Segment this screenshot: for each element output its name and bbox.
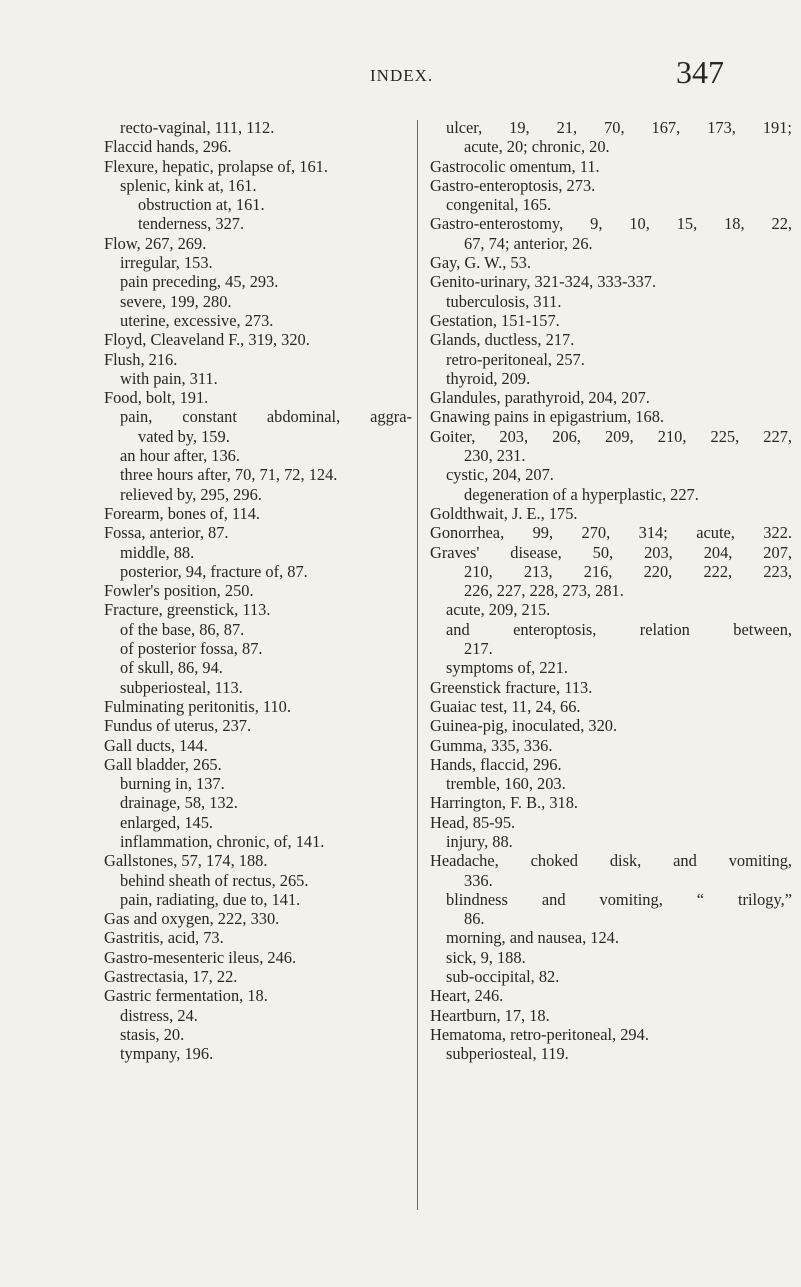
index-entry: Gastrectasia, 17, 22.: [104, 967, 238, 987]
index-entry: tuberculosis, 311.: [446, 291, 562, 311]
index-entry: 226, 227, 228, 273, 281.: [464, 581, 624, 601]
index-entry: cystic, 204, 207.: [446, 465, 554, 485]
index-entry: 86.: [464, 909, 485, 929]
index-entry: an hour after, 136.: [120, 446, 240, 466]
index-entry: Gumma, 335, 336.: [430, 735, 553, 755]
index-entry: Glands, ductless, 217.: [430, 330, 575, 350]
index-entry: pain preceding, 45, 293.: [120, 272, 279, 292]
index-entry: stasis, 20.: [120, 1024, 185, 1044]
index-entry: severe, 199, 280.: [120, 291, 232, 311]
index-entry: Goiter, 203, 206, 209, 210, 225, 227,: [430, 426, 792, 446]
index-column-left: [104, 118, 412, 1064]
index-entry: Fracture, greenstick, 113.: [104, 600, 271, 620]
index-entry: Fundus of uterus, 237.: [104, 716, 252, 736]
index-entry: Gonorrhea, 99, 270, 314; acute, 322.: [430, 523, 792, 543]
index-entry: Gnawing pains in epigastrium, 168.: [430, 407, 664, 427]
index-entry: sick, 9, 188.: [446, 947, 526, 967]
index-entry: behind sheath of rectus, 265.: [120, 870, 309, 890]
index-entry: Gastro-enterostomy, 9, 10, 15, 18, 22,: [430, 214, 792, 234]
index-entry: 210, 213, 216, 220, 222, 223,: [464, 561, 792, 581]
index-entry: Head, 85-95.: [430, 812, 516, 832]
index-entry: Gastro-mesenteric ileus, 246.: [104, 947, 297, 967]
index-entry: Food, bolt, 191.: [104, 388, 209, 408]
index-entry: Gastrocolic omentum, 11.: [430, 156, 600, 176]
index-entry: retro-peritoneal, 257.: [446, 349, 585, 369]
index-entry: Floyd, Cleaveland F., 319, 320.: [104, 330, 310, 350]
index-entry: Flaccid hands, 296.: [104, 137, 232, 157]
index-entry: Greenstick fracture, 113.: [430, 677, 593, 697]
index-entry: morning, and nausea, 124.: [446, 928, 619, 948]
index-entry: Fossa, anterior, 87.: [104, 523, 229, 543]
index-entry: vated by, 159.: [138, 426, 230, 446]
index-entry: recto-vaginal, 111, 112.: [120, 118, 275, 137]
index-entry: Hematoma, retro-peritoneal, 294.: [430, 1024, 649, 1044]
index-entry: subperiosteal, 113.: [120, 677, 243, 697]
index-entry: Goldthwait, J. E., 175.: [430, 503, 578, 523]
index-entry: congenital, 165.: [446, 195, 552, 215]
index-entry: splenic, kink at, 161.: [120, 175, 257, 195]
index-entry: Guaiac test, 11, 24, 66.: [430, 696, 581, 716]
index-entry: Gastric fermentation, 18.: [104, 986, 268, 1006]
index-entry: drainage, 58, 132.: [120, 793, 238, 813]
index-entry: Gas and oxygen, 222, 330.: [104, 909, 280, 929]
index-entry: posterior, 94, fracture of, 87.: [120, 561, 308, 581]
index-entry: Heartburn, 17, 18.: [430, 1005, 550, 1025]
index-entry: with pain, 311.: [120, 368, 218, 388]
index-entry: tympany, 196.: [120, 1044, 214, 1064]
index-entry: injury, 88.: [446, 831, 513, 851]
index-entry: Flexure, hepatic, prolapse of, 161.: [104, 156, 328, 176]
index-entry: pain, constant abdominal, aggra-: [120, 407, 412, 427]
index-entry: irregular, 153.: [120, 253, 213, 273]
index-entry: uterine, excessive, 273.: [120, 310, 274, 330]
index-entry: burning in, 137.: [120, 774, 225, 794]
index-entry: Genito-urinary, 321-324, 333-337.: [430, 272, 657, 292]
column-divider: [417, 120, 418, 1210]
index-entry: obstruction at, 161.: [138, 195, 265, 215]
index-entry: Harrington, F. B., 318.: [430, 793, 579, 813]
index-entry: enlarged, 145.: [120, 812, 214, 832]
index-entry: tremble, 160, 203.: [446, 774, 566, 794]
index-entry: Flow, 267, 269.: [104, 233, 207, 253]
index-entry: pain, radiating, due to, 141.: [120, 889, 301, 909]
index-entry: sub-occipital, 82.: [446, 967, 560, 987]
page-header: [0, 54, 801, 100]
index-entry: and enteroptosis, relation between,: [446, 619, 792, 639]
index-entry: Gastro-enteroptosis, 273.: [430, 175, 596, 195]
index-entry: of skull, 86, 94.: [120, 658, 223, 678]
index-entry: Fowler's position, 250.: [104, 581, 254, 601]
index-entry: Heart, 246.: [430, 986, 504, 1006]
index-entry: three hours after, 70, 71, 72, 124.: [120, 465, 338, 485]
index-entry: Glandules, parathyroid, 204, 207.: [430, 388, 650, 408]
index-entry: acute, 20; chronic, 20.: [464, 137, 610, 157]
index-entry: Fulminating peritonitis, 110.: [104, 696, 291, 716]
index-entry: Gall ducts, 144.: [104, 735, 208, 755]
index-entry: relieved by, 295, 296.: [120, 484, 262, 504]
index-entry: Gay, G. W., 53.: [430, 253, 531, 273]
index-entry: Gallstones, 57, 174, 188.: [104, 851, 268, 871]
index-entry: of the base, 86, 87.: [120, 619, 245, 639]
index-entry: symptoms of, 221.: [446, 658, 569, 678]
running-head: INDEX.: [370, 66, 434, 85]
index-entry: Gestation, 151-157.: [430, 310, 560, 330]
index-entry: of posterior fossa, 87.: [120, 639, 263, 659]
index-entry: 336.: [464, 870, 493, 890]
index-entry: 67, 74; anterior, 26.: [464, 233, 593, 253]
index-entry: Graves' disease, 50, 203, 204, 207,: [430, 542, 792, 562]
index-entry: Hands, flaccid, 296.: [430, 754, 562, 774]
index-entry: Forearm, bones of, 114.: [104, 503, 260, 523]
index-column-right: [430, 118, 792, 1064]
index-entry: Gastritis, acid, 73.: [104, 928, 224, 948]
index-entry: distress, 24.: [120, 1005, 198, 1025]
index-entry: inflammation, chronic, of, 141.: [120, 831, 325, 851]
index-entry: ulcer, 19, 21, 70, 167, 173, 191;: [446, 118, 792, 137]
index-entry: Flush, 216.: [104, 349, 178, 369]
index-entry: acute, 209, 215.: [446, 600, 551, 620]
index-entry: Gall bladder, 265.: [104, 754, 222, 774]
index-entry: middle, 88.: [120, 542, 195, 562]
index-entry: Headache, choked disk, and vomiting,: [430, 851, 792, 871]
index-entry: degeneration of a hyperplastic, 227.: [464, 484, 699, 504]
index-entry: 217.: [464, 639, 493, 659]
index-entry: subperiosteal, 119.: [446, 1044, 569, 1064]
index-entry: Guinea-pig, inoculated, 320.: [430, 716, 618, 736]
index-entry: tenderness, 327.: [138, 214, 245, 234]
index-entry: blindness and vomiting, “ trilogy,”: [446, 889, 792, 909]
page-number: 347: [676, 54, 724, 90]
index-entry: thyroid, 209.: [446, 368, 531, 388]
index-entry: 230, 231.: [464, 446, 526, 466]
